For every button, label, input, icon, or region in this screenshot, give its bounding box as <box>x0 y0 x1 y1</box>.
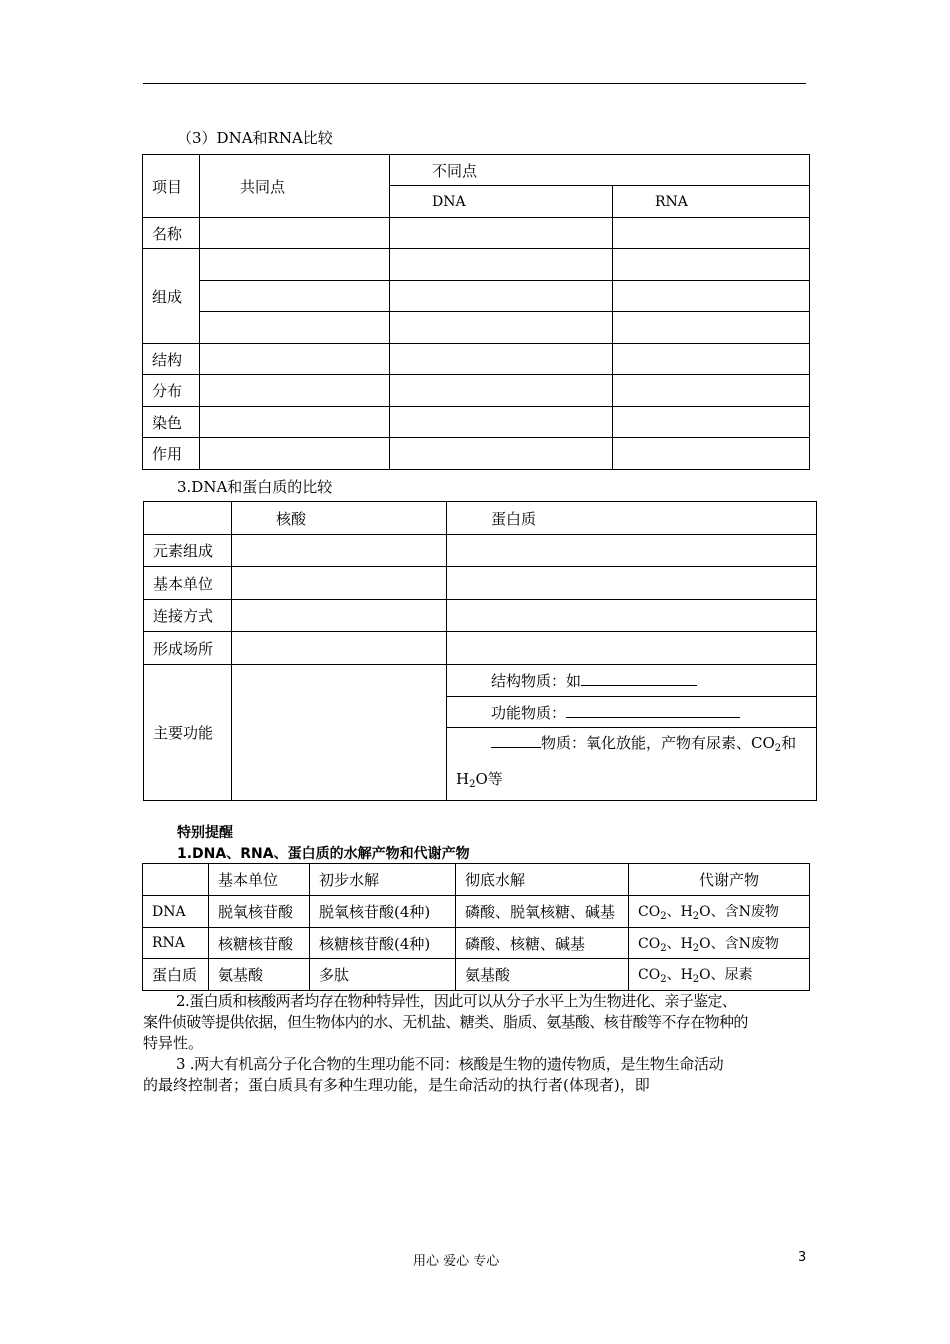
row-name: 蛋白质 <box>143 959 209 991</box>
cell-metabolite <box>629 896 810 928</box>
answer-blank <box>491 732 541 748</box>
col-header: 代谢产物 <box>629 864 810 896</box>
paragraph-line: 的最终控制者；蛋白质具有多种生理功能，是生命活动的执行者(体现者)，即 <box>143 1076 650 1094</box>
blank-cell <box>232 567 447 600</box>
row-label-function: 作用 <box>143 438 200 470</box>
cell-unit: 氨基酸 <box>209 959 310 991</box>
header-rna: RNA <box>613 186 810 218</box>
row-label-staining: 染色 <box>143 407 200 438</box>
row-label-structure: 结构 <box>143 344 200 375</box>
blank-cell <box>200 249 390 281</box>
function-energy <box>447 728 817 801</box>
paragraph-2 <box>143 991 813 1054</box>
blank-cell <box>447 567 817 600</box>
blank-cell <box>390 375 613 407</box>
table-row <box>143 959 810 991</box>
meta-c: O、尿素 <box>699 967 753 983</box>
subscript: 2 <box>660 911 667 922</box>
header-item: 项目 <box>143 155 200 218</box>
blank-cell <box>144 502 232 535</box>
blank-cell <box>390 407 613 438</box>
col-header: 初步水解 <box>310 864 456 896</box>
paragraph-line: 2.蛋白质和核酸两者均存在物种特异性，因此可以从分子水平上为生物进化、亲子鉴定、 <box>176 992 737 1010</box>
dna-rna-table <box>142 154 810 470</box>
cell-metabolite <box>629 928 810 959</box>
meta-b: 、H <box>666 967 693 983</box>
row-label-site: 形成场所 <box>144 632 232 665</box>
cell-partial: 脱氧核苷酸(4种) <box>310 896 456 928</box>
row-label-unit: 基本单位 <box>144 567 232 600</box>
blank-cell <box>613 249 810 281</box>
blank-cell <box>613 344 810 375</box>
meta-c: O、含N废物 <box>699 935 779 952</box>
table-row <box>143 896 810 928</box>
cell-unit: 核糖核苷酸 <box>209 928 310 959</box>
function-energy-text-2: 和 <box>781 734 797 752</box>
blank-cell <box>232 632 447 665</box>
function-structural <box>447 665 817 697</box>
function-functional-label: 功能物质： <box>491 703 567 722</box>
answer-blank <box>566 702 740 718</box>
subscript: 2 <box>774 743 782 754</box>
cell-unit: 脱氧核苷酸 <box>209 896 310 928</box>
meta-c: O、含N废物 <box>699 904 779 920</box>
header-common: 共同点 <box>200 155 390 218</box>
blank-cell <box>447 600 817 632</box>
footer-slogan: 用心 爱心 专心 <box>413 1254 500 1269</box>
row-name: RNA <box>143 928 209 959</box>
blank-cell <box>390 438 613 470</box>
paragraph-line: 特异性。 <box>143 1034 204 1052</box>
cell-full: 磷酸、核糖、碱基 <box>456 928 629 959</box>
function-energy-text: 物质：氧化放能，产物有尿素、CO <box>541 734 775 752</box>
blank-cell <box>232 665 447 801</box>
blank-cell <box>232 535 447 567</box>
row-label-elements: 元素组成 <box>144 535 232 567</box>
subscript: 2 <box>660 974 667 985</box>
col-header: 彻底水解 <box>456 864 629 896</box>
section-title-dna-protein: 3.DNA和蛋白质的比较 <box>177 478 333 496</box>
note-title: 特别提醒 <box>177 825 233 841</box>
hydrolysis-table <box>142 863 810 991</box>
subscript: 2 <box>692 911 700 922</box>
function-functional <box>447 697 817 728</box>
cell-metabolite <box>629 959 810 991</box>
meta-a: CO <box>638 935 661 952</box>
blank-cell <box>200 344 390 375</box>
cell-partial: 多肽 <box>310 959 456 991</box>
blank-cell <box>447 632 817 665</box>
blank-cell <box>613 281 810 312</box>
subscript: 2 <box>692 942 700 954</box>
header-protein: 蛋白质 <box>447 502 817 535</box>
cell-partial: 核糖核苷酸(4种) <box>310 928 456 959</box>
header-diff: 不同点 <box>390 155 810 186</box>
subscript: 2 <box>469 779 476 790</box>
blank-cell <box>613 312 810 344</box>
blank-cell <box>613 407 810 438</box>
cell-full: 磷酸、脱氧核糖、碱基 <box>456 896 629 928</box>
header-rule <box>143 83 806 84</box>
meta-b: 、H <box>666 935 693 952</box>
row-label-name: 名称 <box>143 218 200 249</box>
note-subtitle: 1.DNA、RNA、蛋白质的水解产物和代谢产物 <box>177 846 470 862</box>
col-header: 基本单位 <box>209 864 310 896</box>
blank-cell <box>390 344 613 375</box>
blank-cell <box>200 407 390 438</box>
blank-cell <box>232 600 447 632</box>
blank-cell <box>613 218 810 249</box>
blank-cell <box>200 312 390 344</box>
paragraph-line: 3 .两大有机高分子化合物的生理功能不同：核酸是生物的遗传物质，是生物生命活动 <box>176 1055 724 1073</box>
blank-cell <box>200 375 390 407</box>
header-dna: DNA <box>390 186 613 218</box>
row-label-distribution: 分布 <box>143 375 200 407</box>
section-title-dna-rna: （3）DNA和RNA比较 <box>177 129 333 147</box>
blank-cell <box>390 218 613 249</box>
paragraph-3 <box>143 1054 813 1096</box>
blank-cell <box>390 281 613 312</box>
meta-b: 、H <box>666 904 693 920</box>
blank-cell <box>613 375 810 407</box>
answer-blank <box>581 670 697 686</box>
cell-full: 氨基酸 <box>456 959 629 991</box>
blank-cell <box>143 864 209 896</box>
page-number: 3 <box>798 1250 807 1265</box>
row-label-main-function: 主要功能 <box>144 665 232 801</box>
meta-a: CO <box>638 967 661 983</box>
function-energy-h: H <box>456 770 470 788</box>
meta-a: CO <box>638 904 661 920</box>
subscript: 2 <box>660 942 667 954</box>
row-name: DNA <box>143 896 209 928</box>
row-label-composition: 组成 <box>143 249 200 344</box>
row-label-linkage: 连接方式 <box>144 600 232 632</box>
blank-cell <box>390 249 613 281</box>
blank-cell <box>200 438 390 470</box>
header-nucleic-acid: 核酸 <box>232 502 447 535</box>
blank-cell <box>200 281 390 312</box>
subscript: 2 <box>692 974 700 985</box>
blank-cell <box>390 312 613 344</box>
dna-protein-table <box>143 501 817 801</box>
function-energy-text-3: O等 <box>475 770 503 788</box>
table-row <box>143 928 810 959</box>
function-structural-label: 结构物质：如 <box>491 672 582 690</box>
blank-cell <box>447 535 817 567</box>
blank-cell <box>200 218 390 249</box>
blank-cell <box>613 438 810 470</box>
paragraph-line: 案件侦破等提供依据，但生物体内的水、无机盐、糖类、脂质、氨基酸、核苷酸等不存在物种的 <box>143 1013 748 1031</box>
